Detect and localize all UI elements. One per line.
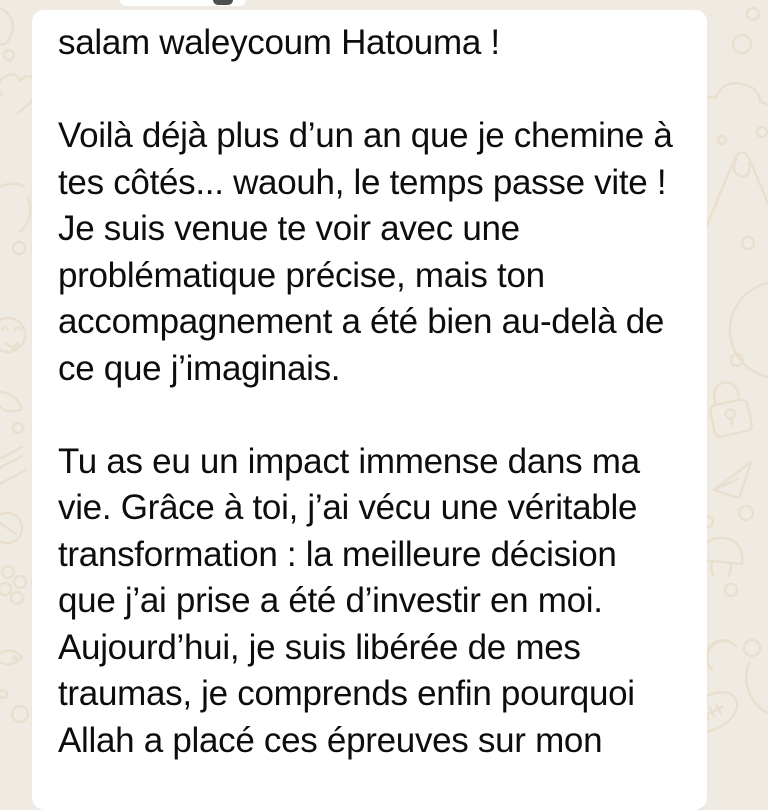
doodle-smiley-face-icon: [0, 318, 25, 352]
message-line: Je suis venue te voir avec une: [58, 209, 520, 248]
emoji-remnant-icon: [213, 0, 233, 5]
doodle-grapes-icon: [0, 566, 26, 604]
message-line: salam waleycoum Hatouma !: [58, 23, 500, 62]
message-line: Tu as eu un impact immense dans ma: [58, 441, 640, 481]
message-paragraph: [58, 113, 687, 392]
doodle-leaf-icon: [0, 392, 23, 433]
doodle-crescent-moon-icon: [706, 640, 760, 670]
incoming-message-bubble[interactable]: [32, 10, 707, 810]
previous-message-remnant: [120, 0, 246, 6]
doodle-circles-icon: [733, 8, 759, 53]
doodle-padlock-icon: [705, 379, 753, 438]
message-line: Voilà déjà plus d’un an que je chemine à: [58, 116, 673, 155]
doodle-mushroom-icon: [702, 538, 742, 596]
message-line: accompagnement a été bien au-delà de: [58, 302, 665, 341]
doodle-circles-bottom-icon: [0, 690, 28, 722]
message-line: ce que j’imaginais.: [58, 348, 341, 388]
message-line: que j’ai prise a été d’investir en moi.: [58, 581, 603, 620]
message-line: traumas, je comprends enfin pourquoi: [58, 674, 635, 713]
message-line: vie. Grâce à toi, j’ai vécu une véritable: [58, 488, 638, 527]
message-paragraph: [58, 20, 687, 67]
message-line: tes côtés... waouh, le temps passe vite !: [58, 162, 667, 202]
doodle-paper-plane-icon: [703, 462, 753, 527]
doodle-pot-icon: [0, 184, 30, 254]
doodle-volcano-icon: [704, 127, 768, 249]
doodle-ball-icon: [0, 513, 22, 543]
message-line: transformation : la meilleure décision: [58, 534, 617, 574]
message-line: problématique précise, mais ton: [58, 255, 545, 295]
message-text: [58, 20, 687, 764]
doodle-cup-icon: [730, 282, 768, 378]
doodle-fish-icon: [0, 651, 22, 665]
message-line: Allah a placé ces épreuves sur mon: [58, 720, 603, 760]
message-paragraph: [58, 439, 687, 765]
doodle-ticket-icon: [0, 447, 26, 486]
doodle-ribbon-icon: [0, 8, 14, 60]
message-line: Aujourd’hui, je suis libérée de mes: [58, 627, 581, 667]
